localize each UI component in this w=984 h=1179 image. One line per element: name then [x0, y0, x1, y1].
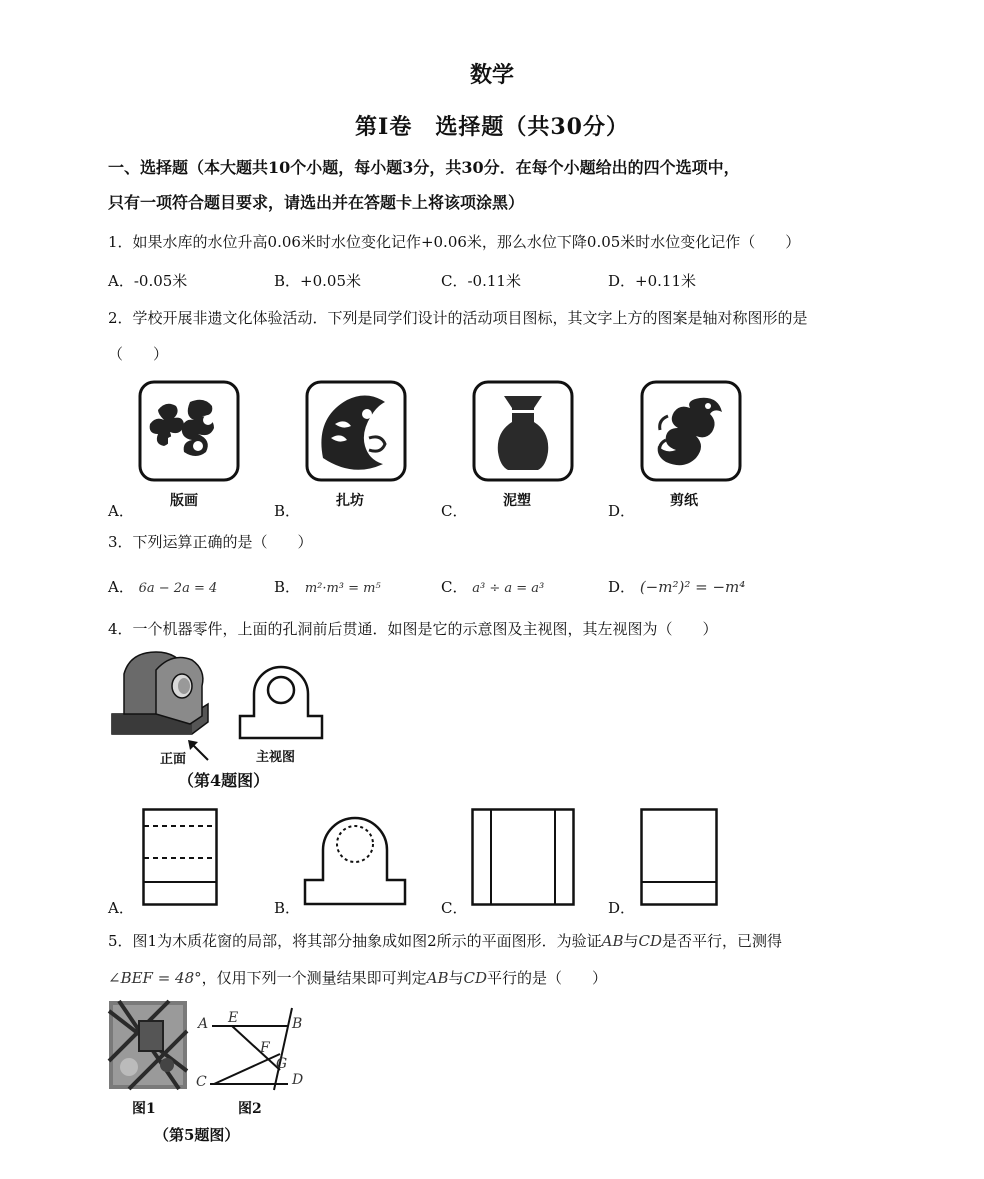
- q5-figure-caption: （第5题图）: [154, 1126, 240, 1144]
- point-label-d: D: [292, 1072, 304, 1088]
- page-subject-title: 数学: [469, 62, 514, 88]
- q5-fig2-label: 图2: [238, 1101, 262, 1117]
- q2-option-c[interactable]: C．: [441, 502, 468, 520]
- q4-option-c-diagram[interactable]: [471, 808, 575, 906]
- q4-label-main-view: 主视图: [256, 750, 296, 765]
- vase-icon: [472, 380, 574, 482]
- point-label-a: A: [198, 1016, 209, 1032]
- q4-label-front: 正面: [160, 752, 187, 767]
- point-label-b: B: [292, 1016, 303, 1032]
- point-label-g: G: [276, 1056, 288, 1072]
- q2-option-b[interactable]: B．: [274, 502, 301, 520]
- q2-caption-d: 剪纸: [670, 493, 698, 509]
- point-label-f: F: [260, 1040, 270, 1056]
- q1-option-d[interactable]: D．+0.11米: [608, 272, 696, 290]
- q3-stem: 3．下列运算正确的是（ ）: [108, 533, 313, 551]
- q4-option-b[interactable]: B．: [274, 899, 301, 917]
- q3-option-b[interactable]: B． m²·m³ = m⁵: [274, 578, 381, 596]
- q4-option-a[interactable]: A．: [108, 899, 134, 917]
- dragon-icon: [640, 380, 742, 482]
- q2-option-a[interactable]: A．: [108, 502, 134, 520]
- section-instruction-line1: 一、选择题（本大题共10个小题，每小题3分，共30分．在每个小题给出的四个选项中，: [108, 158, 740, 177]
- q1-option-a[interactable]: A．-0.05米: [108, 272, 188, 290]
- q5-stem-line1: 5．图1为木质花窗的局部，将其部分抽象成如图2所示的平面图形．为验证AB与CD是否平行，已测得: [108, 932, 783, 950]
- q2-caption-a: 版画: [170, 493, 198, 509]
- q4-figure-caption: （第4题图）: [178, 771, 270, 790]
- q1-option-c[interactable]: C．-0.11米: [441, 272, 521, 290]
- q1-stem: 1．如果水库的水位升高0.06米时水位变化记作+0.06米，那么水位下降0.05米时水位变化记作（ ）: [108, 233, 801, 251]
- q4-stem: 4．一个机器零件，上面的孔洞前后贯通．如图是它的示意图及主视图，其左视图为（ ）: [108, 620, 718, 638]
- fu-character-icon: [138, 380, 240, 482]
- machine-part-3d-diagram: [108, 652, 214, 748]
- q4-option-b-diagram[interactable]: [303, 808, 407, 906]
- q5-stem-line2: ∠BEF = 48°，仅用下列一个测量结果即可判定AB与CD平行的是（ ）: [108, 969, 608, 987]
- part-title: 第Ⅰ卷 选择题（共30分）: [355, 114, 629, 140]
- q4-option-d-diagram[interactable]: [640, 808, 718, 906]
- q4-option-d[interactable]: D．: [608, 899, 636, 917]
- fish-icon: [305, 380, 407, 482]
- q4-option-a-diagram[interactable]: [142, 808, 218, 906]
- wooden-window-photo: [109, 1001, 187, 1089]
- point-label-c: C: [196, 1074, 207, 1090]
- q2-option-d[interactable]: D．: [608, 502, 636, 520]
- q2-caption-c: 泥塑: [503, 493, 531, 509]
- point-label-e: E: [228, 1010, 239, 1026]
- q4-main-view-diagram: [238, 660, 324, 740]
- q2-stem: 2．学校开展非遗文化体验活动．下列是同学们设计的活动项目图标，其文字上方的图案是轴对称图形的是: [108, 309, 808, 327]
- front-arrow-icon: [186, 738, 212, 762]
- q3-option-d[interactable]: D． (−m²)² = −m⁴: [608, 578, 746, 596]
- q3-option-a[interactable]: A． 6a − 2a = 4: [108, 578, 218, 596]
- q3-option-c[interactable]: C． a³ ÷ a = a³: [441, 578, 545, 596]
- q2-caption-b: 扎坊: [336, 493, 364, 509]
- q2-stem-bracket: （ ）: [108, 345, 169, 363]
- section-instruction-line2: 只有一项符合题目要求，请选出并在答题卡上将该项涂黑）: [108, 193, 525, 212]
- q4-option-c[interactable]: C．: [441, 899, 468, 917]
- q1-option-b[interactable]: B．+0.05米: [274, 272, 361, 290]
- q5-fig1-label: 图1: [132, 1101, 156, 1117]
